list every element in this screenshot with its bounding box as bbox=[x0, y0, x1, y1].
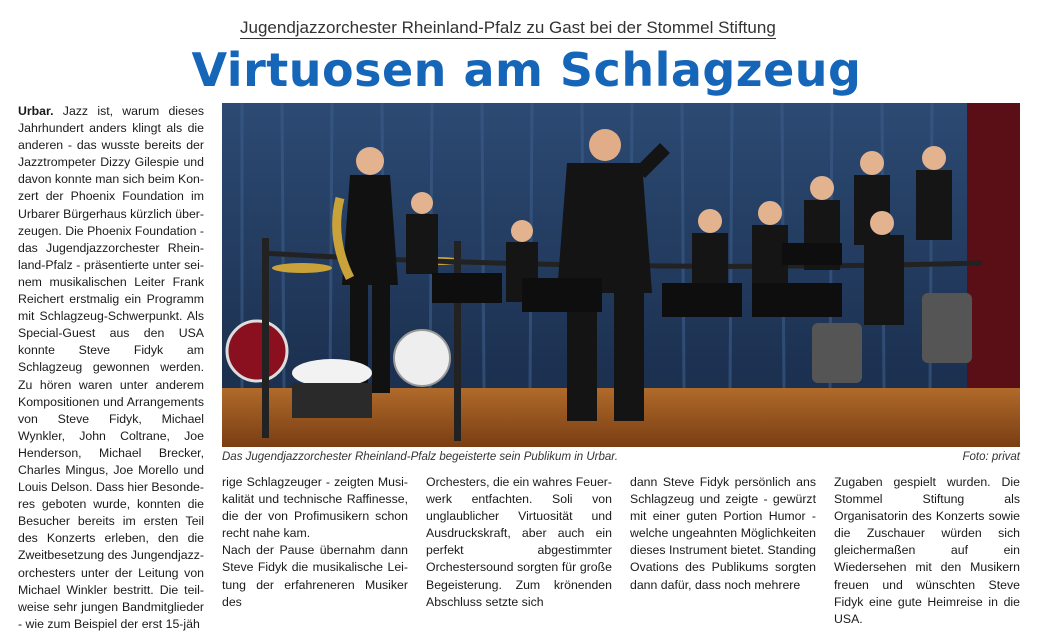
column-1-text: Jazz ist, warum dieses Jahrhundert anders klingt als die anderen - das wusste bereits der Jazztrompeter Dizzy Gilespie und davon konnte man sich beim Konzert der Phoenix Foundation im Urbarer Bürgerhaus kürzlich überzeugen. Die Phoenix Foundation - das Jugendjazzorchester Rheinland-Pfalz - präsentierte unter seinem musikalischen Leiter Frank Reichert erstmalig ein Programm mit Schlagzeug-Schwerpunkt. Als Special-Guest aus den USA konnte Steve Fidyk am Schlagzeug gewonnen werden. Zu hören waren unter anderem Kompositionen und Arrangements von Steve Fidyk, Michael Wynkler, John Coltrane, Joe Henderson, Michael Brecker, Charles Mingus, Joe Morello und Louis Delson. Dass hier Besonderes geboten wurde, konnten die Besucher bereits im ersten Teil des Konzerts erleben, den die Zweitbesetzung des Jungendjazzorchesters unter der Leitung von Michael Winkler bestritt. Die teilweise sehr jungen Bandmitglieder - wie zum Beispiel der erst 15-jäh bbox=[18, 104, 204, 631]
text-column-1 bbox=[18, 103, 204, 633]
text-column-3 bbox=[426, 474, 612, 611]
text-column-2 bbox=[222, 474, 408, 611]
article-kicker: Jugendjazzorchester Rheinland-Pfalz zu Gast bei der Stommel Stiftung bbox=[240, 18, 776, 37]
column-2-paragraph-2: Nach der Pause übernahm dann Steve Fidyk die musikalische Leitung der erfahreneren Musiker des bbox=[222, 543, 408, 609]
column-4-text: dann Steve Fidyk persönlich ans Schlagzeug und zeigte - gewürzt mit einer guten Portion Humor - welche ungeahnten Möglichkeiten dieses Instrument bietet. Standing Ovations des Publikums sorgten dann dafür, dass noch mehrere bbox=[630, 475, 816, 592]
column-5-text: Zugaben gespielt wurden. Die Stommel Stiftung als Organisatorin des Konzerts sowie die Zuschauer würden sich gleichermaßen auf ein Wiedersehen mit den Musikern freuen und wünschten Steve Fidyk eine gute Heimreise in die USA. bbox=[834, 475, 1020, 626]
text-column-4 bbox=[630, 474, 816, 594]
photo-credit: Foto: privat bbox=[962, 451, 1020, 463]
article-headline: Virtuosen am Schlagzeug bbox=[191, 43, 862, 97]
text-column-5 bbox=[834, 474, 1020, 628]
column-3-text: Orchesters, die ein wahres Feuerwerk entfachten. Soli von unglaublicher Virtuosität und Ausdruckskraft, aber auch ein perfekt abgestimmter Orchestersound sorgten für große Begeisterung. Zum krönenden Abschluss setzte sich bbox=[426, 475, 612, 609]
dateline: Urbar. bbox=[18, 104, 54, 118]
caption-text: Das Jugendjazzorchester Rheinland-Pfalz begeisterte sein Publikum in Urbar. bbox=[222, 451, 618, 463]
column-2-paragraph-1: rige Schlagzeuger - zeigten Musikalität und technische Raffinesse, die der von Profimusikern schon recht nahe kam. bbox=[222, 475, 408, 541]
concert-photo bbox=[222, 103, 1020, 447]
photo-caption bbox=[222, 451, 1020, 463]
